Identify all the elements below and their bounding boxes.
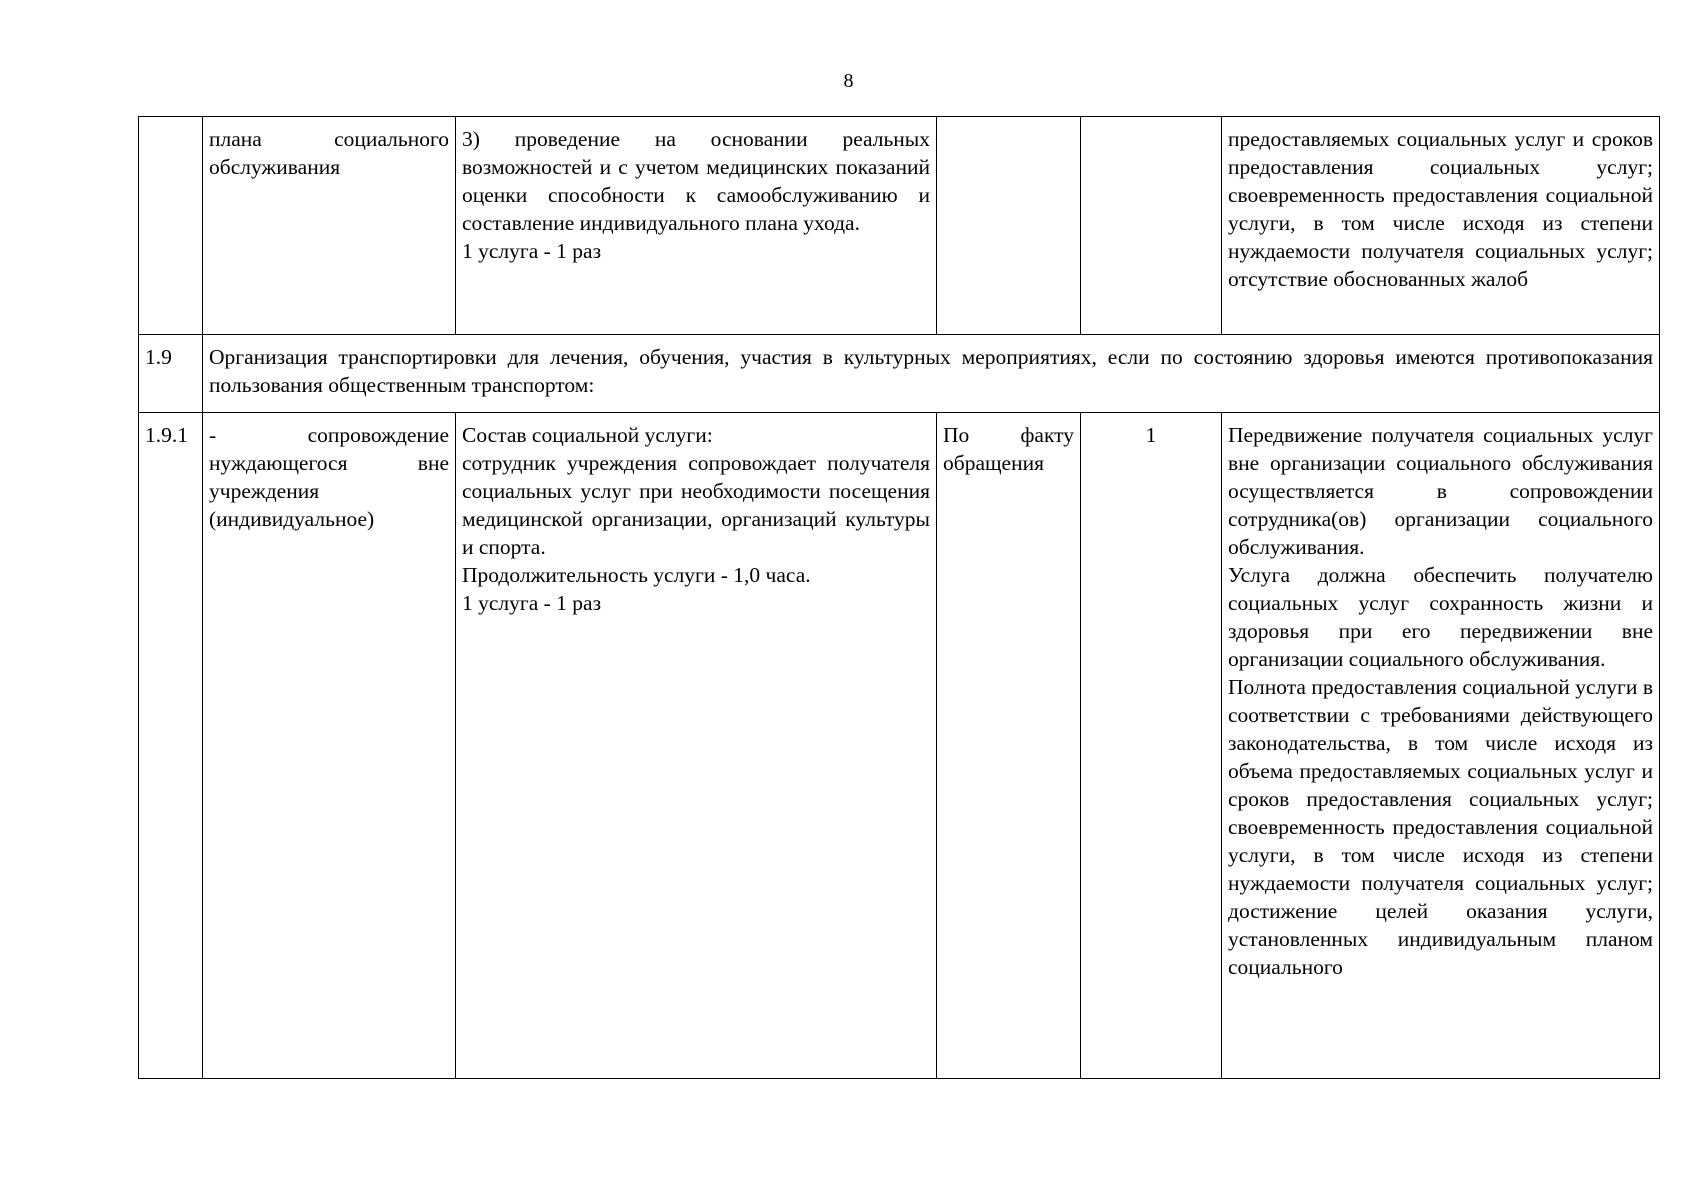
- cell-criteria: [1222, 413, 1660, 1079]
- cell-quantity: 1: [1081, 413, 1222, 1079]
- cell-number: [139, 117, 203, 335]
- criteria-line: Передвижение получателя социальных услуг вне организации социального обслуживания осуществляется в сопровождении сотрудника(ов) организации социального обслуживания.: [1228, 423, 1653, 559]
- table-row-1-9-1: [139, 413, 1660, 1079]
- criteria-line: Услуга должна обеспечить получателю социальных услуг сохранность жизни и здоровья при его передвижении вне организации социального обслуживания.: [1228, 563, 1653, 671]
- cell-section-title: Организация транспортировки для лечения, обучения, участия в культурных мероприятиях, если по состоянию здоровья имеются противопоказания пользования общественным транспортом:: [203, 335, 1660, 413]
- content-line: Состав социальной услуги:: [462, 423, 713, 447]
- criteria-line: Полнота предоставления социальной услуги в соответствии с требованиями действующего законодательства, в том числе исходя из объема предоставляемых социальных услуг и сроков предоставления социальных услуг; своевременность предоставления социальной услуги, в том числе исходя из степени нуждаемости получателя социальных услуг; достижение целей оказания услуги, установленных индивидуальным планом социального: [1228, 675, 1653, 979]
- cell-criteria: предоставляемых социальных услуг и сроков предоставления социальных услуг; своевременность предоставления социальной услуги, в том числе исходя из степени нуждаемости получателя социальных услуг; отсутствие обоснованных жалоб: [1222, 117, 1660, 335]
- services-table: [138, 116, 1660, 1079]
- cell-service-content: [456, 413, 937, 1079]
- cell-number: 1.9: [139, 335, 203, 413]
- content-line: сотрудник учреждения сопровождает получателя социальных услуг при необходимости посещения медицинской организации, организаций культуры и спорта.: [462, 451, 930, 559]
- content-line: 1 услуга - 1 раз: [462, 591, 602, 615]
- cell-service-name: - сопровождение нуждающегося вне учреждения (индивидуальное): [203, 413, 456, 1079]
- table-row-1-9: [139, 335, 1660, 413]
- page-number: 8: [843, 70, 854, 92]
- content-line: 1 услуга - 1 раз: [462, 239, 602, 263]
- table-row-continued: [139, 117, 1660, 335]
- cell-service-content: [456, 117, 937, 335]
- content-line: Продолжительность услуги - 1,0 часа.: [462, 563, 811, 587]
- content-line: 3) проведение на основании реальных возможностей и с учетом медицинских показаний оценки способности к самообслуживанию и составление индивидуального плана ухода.: [462, 127, 930, 235]
- cell-frequency: [937, 117, 1081, 335]
- cell-service-name: плана социального обслуживания: [203, 117, 456, 335]
- cell-frequency: По факту обращения: [937, 413, 1081, 1079]
- cell-number: 1.9.1: [139, 413, 203, 1079]
- cell-quantity: [1081, 117, 1222, 335]
